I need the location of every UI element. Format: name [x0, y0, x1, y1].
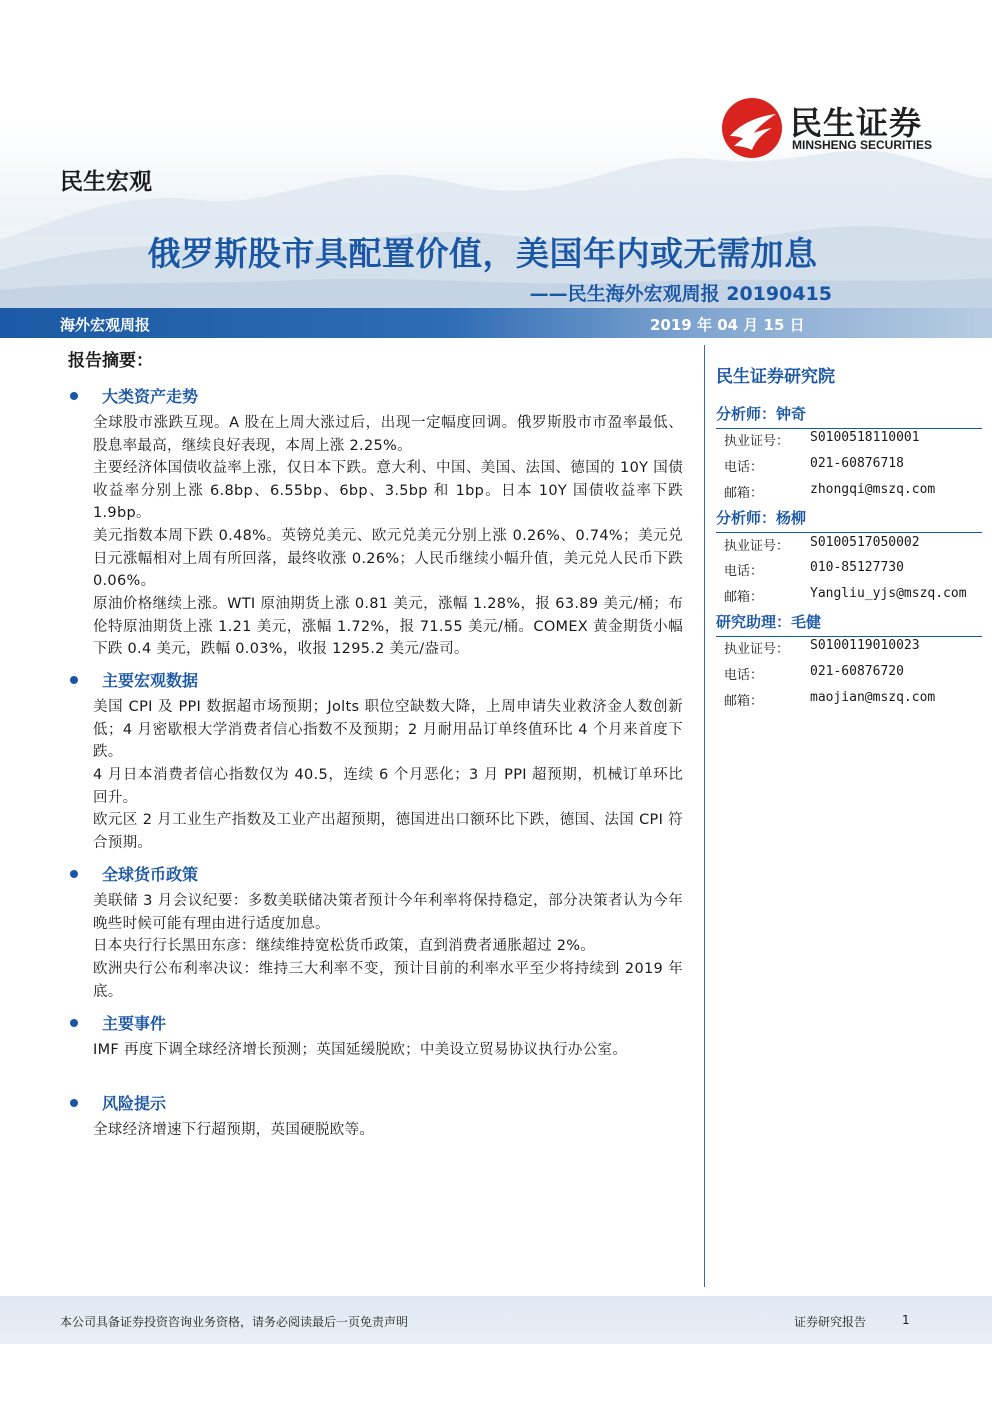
- minsheng-logo-icon: [720, 96, 784, 160]
- report-series: 海外宏观周报: [60, 316, 151, 334]
- paragraph: 日本央行行长黑田东彦：继续维持宽松货币政策，直到消费者通胀超过 2%。: [93, 938, 596, 954]
- email-label: 邮箱：: [724, 590, 764, 605]
- paragraph: IMF 再度下调全球经济增长预测；英国延缓脱欧；中美设立贸易协议执行办公室。: [93, 1042, 628, 1058]
- brand-name-en: MINSHENG SECURITIES: [792, 138, 933, 152]
- phone-number: 010-85127730: [810, 560, 904, 575]
- phone-label: 电话：: [724, 460, 764, 475]
- page-number: 1: [902, 1313, 910, 1327]
- paragraph: 美国 CPI 及 PPI 数据超市场预期；Jolts 职位空缺数大降，上周申请失业救济金人数创新低；4 月密歇根大学消费者信心指数不及预期；2 月耐用品订单终值环比 4 个月来首度下跌。: [93, 699, 683, 760]
- cert-label: 执业证号：: [724, 642, 790, 657]
- column-divider: [704, 345, 705, 1287]
- bullet-icon: [70, 1099, 78, 1107]
- brand-logo: [720, 96, 960, 160]
- section-heading: 风险提示: [70, 1091, 166, 1114]
- cert-label: 执业证号：: [724, 434, 790, 449]
- report-subtitle: ——民生海外宏观周报 20190415: [529, 283, 832, 305]
- section-heading: 主要事件: [70, 1011, 166, 1034]
- paragraph: 主要经济体国债收益率上涨，仅日本下跌。意大利、中国、美国、法国、德国的 10Y 国债收益率分别上涨 6.8bp、6.55bp、6bp、3.5bp 和 1bp。日本 10Y 国债收益率下跌 1.9bp。: [93, 460, 683, 521]
- email-link[interactable]: Yangliu_yjs@mszq.com: [810, 586, 967, 601]
- paragraph: 原油价格继续上涨。WTI 原油期货上涨 0.81 美元，涨幅 1.28%，报 63.89 美元/桶；布伦特原油期货上涨 1.21 美元，涨幅 1.72%，报 71.55 美元/桶。COMEX 黄金期货小幅下跌 0.4 美元，跌幅 0.03%，收报 1295.2 美元/盎司。: [93, 596, 683, 657]
- analyst-heading: 分析师：钟奇: [716, 403, 982, 429]
- bullet-icon: [70, 1019, 78, 1027]
- paragraph: 美元指数本周下跌 0.48%。英镑兑美元、欧元兑美元分别上涨 0.26%、0.74%；美元兑日元涨幅相对上周有所回落，最终收涨 0.26%；人民币继续小幅升值，美元兑人民币下跌 0.06%。: [93, 528, 683, 589]
- email-link[interactable]: maojian@mszq.com: [810, 690, 936, 705]
- footer-doc-type: 证券研究报告: [794, 1315, 867, 1329]
- phone-label: 电话：: [724, 564, 764, 579]
- phone-number: 021-60876720: [810, 664, 904, 679]
- email-link[interactable]: zhongqi@mszq.com: [810, 482, 936, 497]
- cert-number: S0100518110001: [810, 430, 920, 445]
- analyst-heading: 分析师：杨柳: [716, 507, 982, 533]
- paragraph: 全球经济增速下行超预期，英国硬脱欧等。: [93, 1122, 375, 1138]
- section-heading: 主要宏观数据: [70, 668, 198, 691]
- analyst-heading: 研究助理：毛健: [716, 611, 982, 637]
- paragraph: 美联储 3 月会议纪要：多数美联储决策者预计今年利率将保持稳定，部分决策者认为今年晚些时候可能有理由进行适度加息。: [93, 893, 683, 932]
- email-label: 邮箱：: [724, 694, 764, 709]
- cert-number: S0100119010023: [810, 638, 920, 653]
- email-label: 邮箱：: [724, 486, 764, 501]
- report-title: 俄罗斯股市具配置价值，美国年内或无需加息: [147, 234, 818, 273]
- phone-label: 电话：: [724, 668, 764, 683]
- report-date: 2019 年 04 月 15 日: [650, 316, 805, 334]
- section-heading: 大类资产走势: [70, 384, 198, 407]
- paragraph: 欧洲央行公布利率决议：维持三大利率不变，预计目前的利率水平至少将持续到 2019 年底。: [93, 961, 683, 1000]
- footer-disclaimer: 本公司具备证券投资咨询业务资格，请务必阅读最后一页免责声明: [60, 1315, 409, 1329]
- cert-label: 执业证号：: [724, 539, 790, 554]
- paragraph: 全球股市涨跌互现。A 股在上周大涨过后，出现一定幅度回调。俄罗斯股市市盈率最低、股息率最高，继续良好表现，本周上涨 2.25%。: [93, 415, 683, 454]
- paragraph: 欧元区 2 月工业生产指数及工业产出超预期，德国进出口额环比下跌，德国、法国 CPI 符合预期。: [93, 812, 683, 851]
- brand-name-cn: 民生证券: [790, 104, 923, 142]
- bullet-icon: [70, 870, 78, 878]
- cert-number: S0100517050002: [810, 535, 920, 550]
- bullet-icon: [70, 392, 78, 400]
- section-heading: 全球货币政策: [70, 862, 198, 885]
- paragraph: 4 月日本消费者信心指数仅为 40.5，连续 6 个月恶化；3 月 PPI 超预期，机械订单环比回升。: [93, 767, 683, 806]
- section-label: 民生宏观: [60, 169, 152, 195]
- phone-number: 021-60876718: [810, 456, 904, 471]
- bullet-icon: [70, 676, 78, 684]
- abstract-title: 报告摘要：: [68, 351, 153, 371]
- institute-name: 民生证券研究院: [716, 367, 835, 387]
